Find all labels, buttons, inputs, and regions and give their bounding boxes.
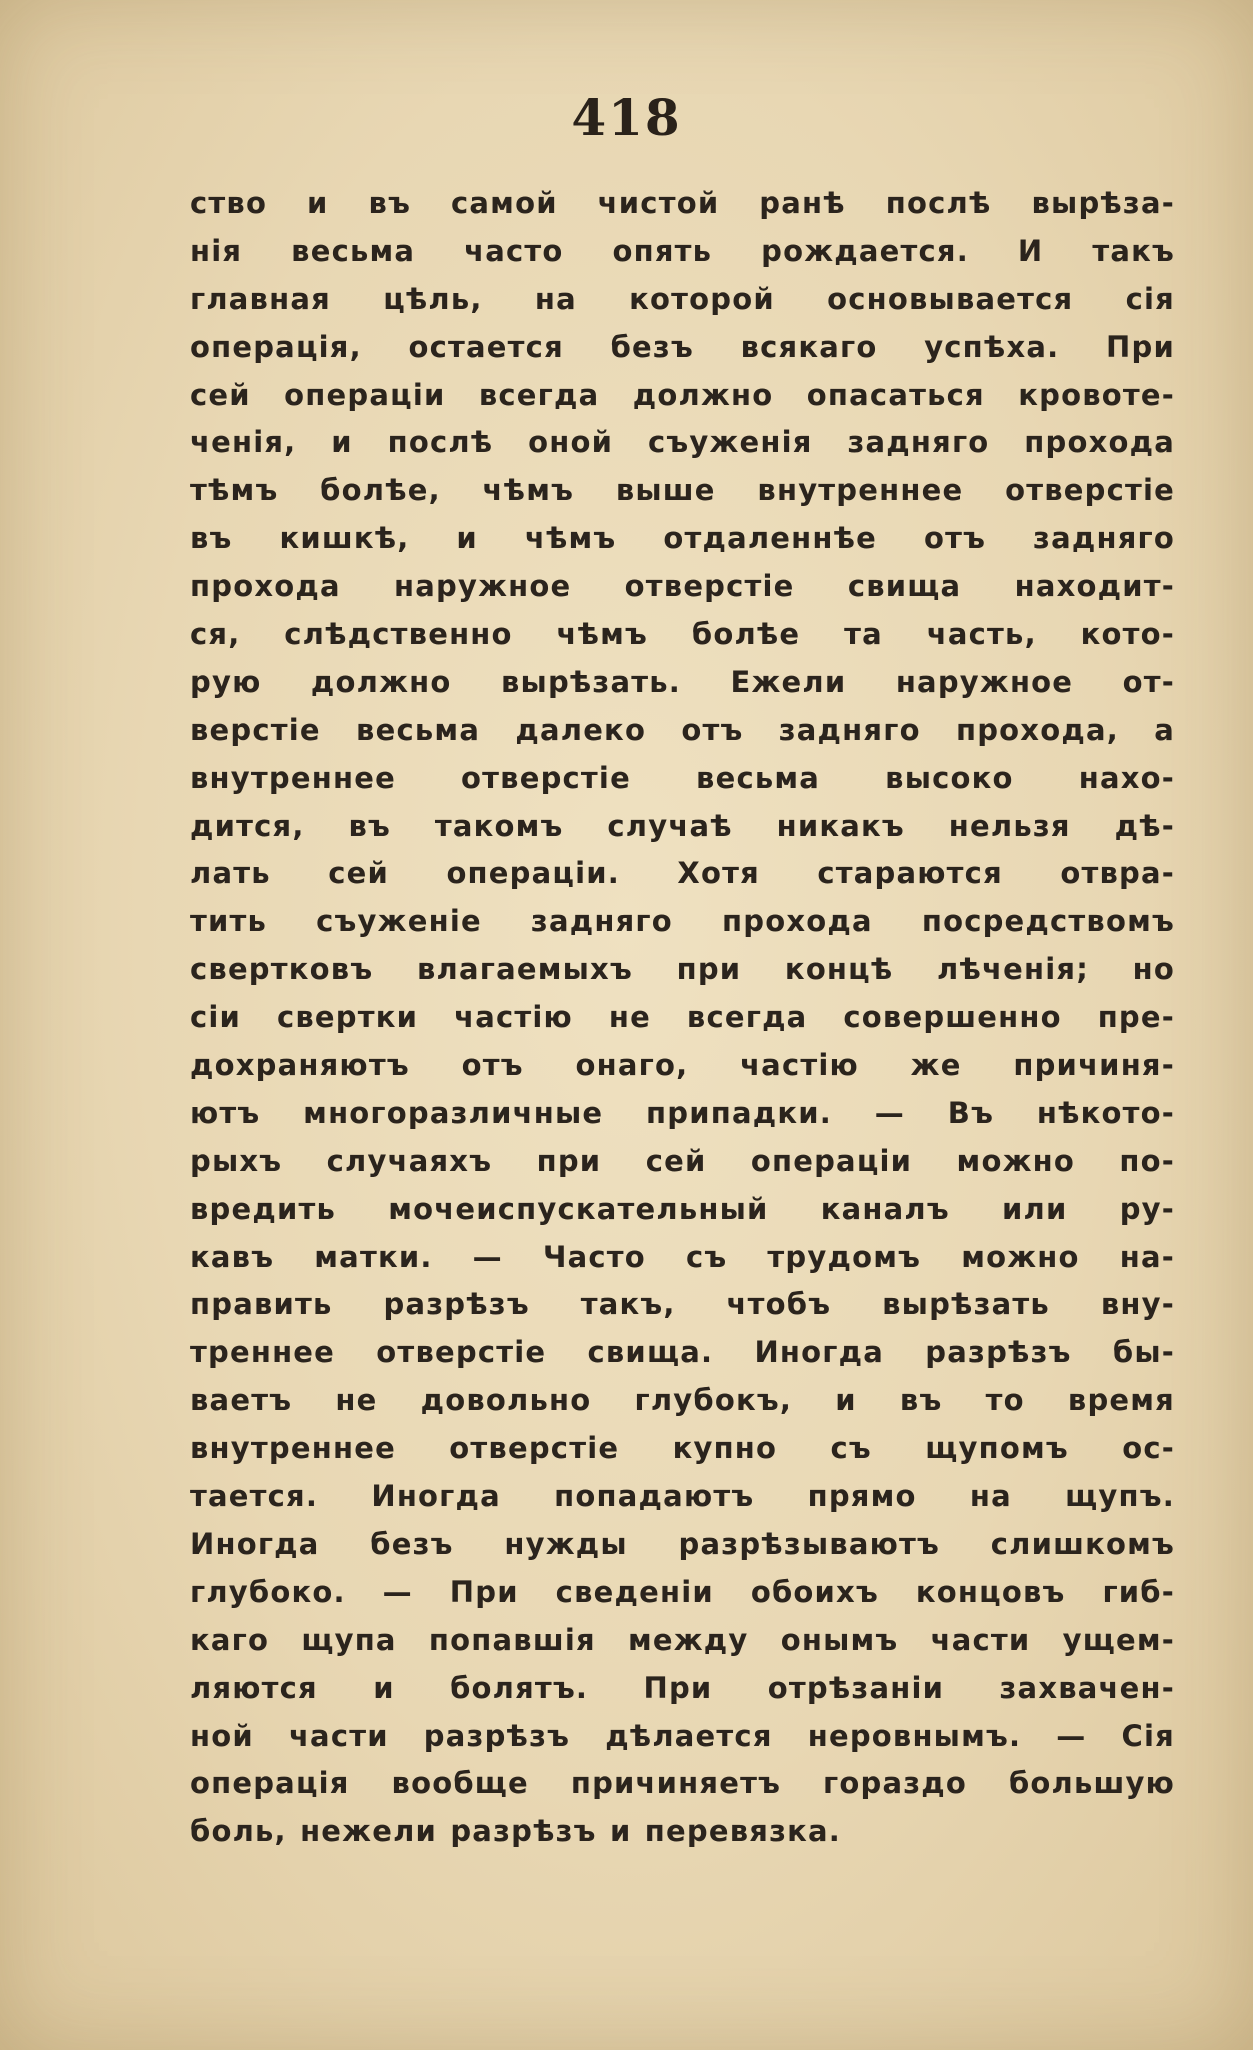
text-line: свертковъ влагаемыхъ при концѣ лѣченія; но — [190, 952, 1175, 987]
text-line: верстіе весьма далеко отъ задняго прохода, а — [190, 712, 1175, 747]
text-line: боль, нежели разрѣзъ и перевязка. — [190, 1814, 842, 1849]
text-line: сей операціи всегда должно опасаться кровоте- — [190, 377, 1175, 412]
text-line: кавъ матки. — Часто съ трудомъ можно на- — [190, 1239, 1175, 1274]
text-line: дохраняютъ отъ онаго, частію же причиня- — [190, 1048, 1175, 1083]
text-line: главная цѣль, на которой основывается сія — [190, 281, 1175, 316]
text-line: ство и въ самой чистой ранѣ послѣ вырѣза- — [190, 186, 1175, 220]
text-line: внутреннее отверстіе купно съ щупомъ ос- — [190, 1431, 1175, 1466]
text-line: тается. Иногда попадаютъ прямо на щупъ. — [190, 1479, 1175, 1514]
text-line: Иногда безъ нужды разрѣзываютъ слишкомъ — [190, 1526, 1175, 1561]
text-line: тить съуженіе задняго прохода посредствомъ — [190, 904, 1175, 939]
text-line: рыхъ случаяхъ при сей операціи можно по- — [190, 1143, 1175, 1178]
text-line: ляются и болятъ. При отрѣзаніи захвачен- — [190, 1670, 1175, 1705]
text-line: внутреннее отверстіе весьма высоко нахо- — [190, 760, 1175, 795]
text-line: треннее отверстіе свища. Иногда разрѣзъ бы- — [190, 1335, 1175, 1370]
text-line: прохода наружное отверстіе свища находит- — [190, 569, 1175, 604]
body-text — [190, 180, 1175, 1856]
text-line: ченія, и послѣ оной съуженія задняго прохода — [190, 425, 1175, 460]
text-line: глубоко. — При сведеніи обоихъ концовъ гиб- — [190, 1574, 1175, 1609]
text-line: дится, въ такомъ случаѣ никакъ нельзя дѣ- — [190, 808, 1175, 843]
text-line: вредить мочеиспускательный каналъ или ру- — [190, 1191, 1175, 1226]
text-line: лать сей операціи. Хотя стараются отвра- — [190, 856, 1175, 891]
text-line: тѣмъ болѣе, чѣмъ выше внутреннее отверстіе — [190, 473, 1175, 508]
text-line: операція, остается безъ всякаго успѣха. При — [190, 329, 1175, 364]
text-line: нія весьма часто опять рождается. И такъ — [190, 233, 1175, 268]
text-line: въ кишкѣ, и чѣмъ отдаленнѣе отъ задняго — [190, 521, 1175, 556]
text-line: сіи свертки частію не всегда совершенно пре- — [190, 1000, 1175, 1035]
text-line: рую должно вырѣзать. Ежели наружное от- — [190, 664, 1175, 699]
text-line: ся, слѣдственно чѣмъ болѣе та часть, кото- — [190, 617, 1175, 652]
page-number: 418 — [571, 88, 682, 147]
text-line: ной части разрѣзъ дѣлается неровнымъ. — Сія — [190, 1718, 1175, 1753]
text-line: править разрѣзъ такъ, чтобъ вырѣзать вну- — [190, 1287, 1175, 1322]
text-line: ваетъ не довольно глубокъ, и въ то время — [190, 1383, 1175, 1418]
text-line: каго щупа попавшія между онымъ части ущем- — [190, 1622, 1175, 1657]
text-line: ютъ многоразличные припадки. — Въ нѣкото- — [190, 1095, 1175, 1130]
text-line: операція вообще причиняетъ гораздо большую — [190, 1766, 1175, 1801]
